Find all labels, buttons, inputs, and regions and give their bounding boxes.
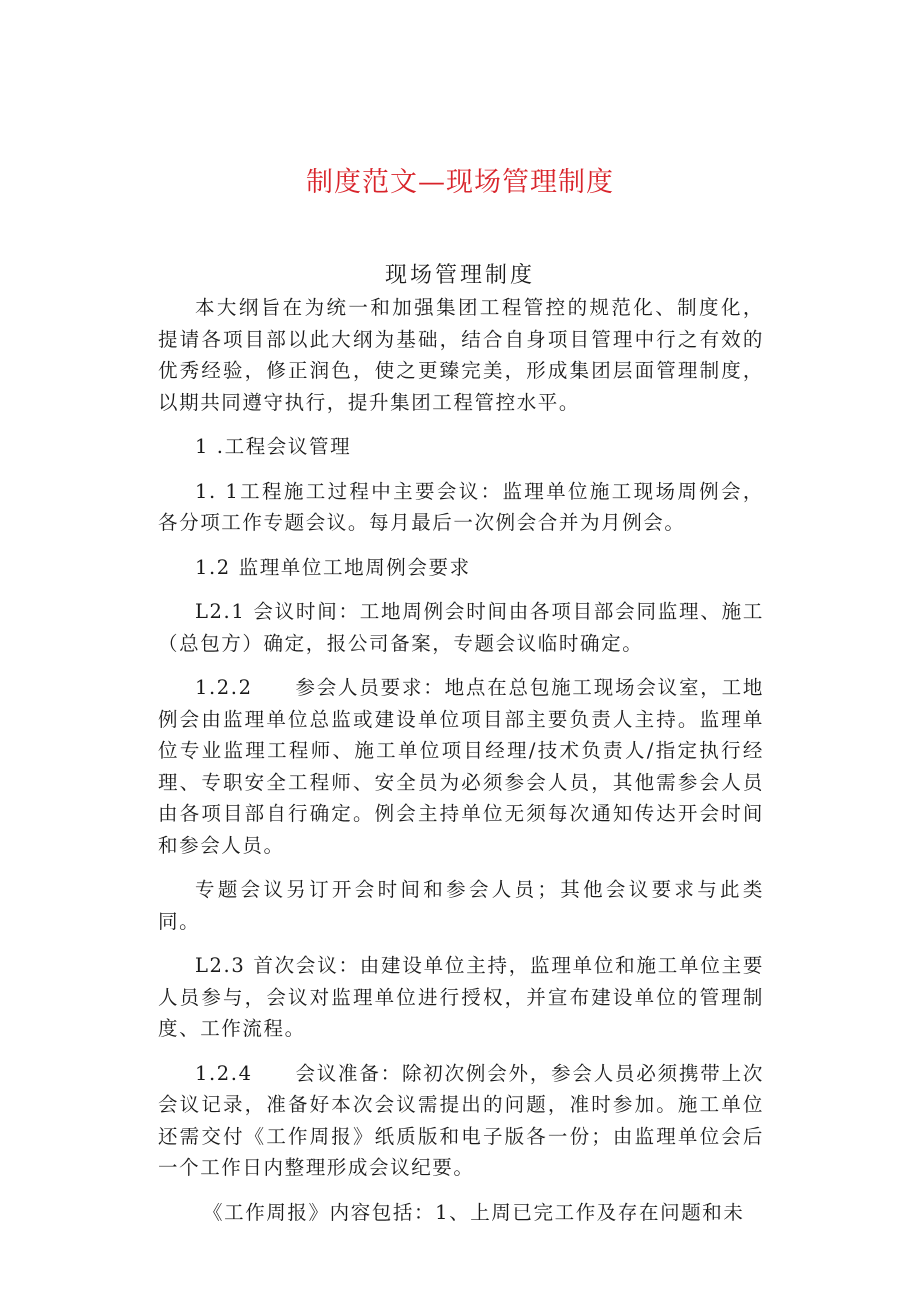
weekly-report-contents: 《工作周报》内容包括：1、上周已完工作及存在问题和未 [203, 1200, 745, 1224]
clause-1-2-1: L2.1 会议时间：工地周例会时间由各项目部会同监理、施工（总包方）确定，报公司备案，专题会议临时确定。 [158, 600, 764, 655]
clause-1-1: 1. 1工程施工过程中主要会议：监理单位施工现场周例会，各分项工作专题会议。每月最后一次例会合并为月例会。 [158, 479, 764, 534]
special-meeting-note: 专题会议另订开会时间和参会人员；其他会议要求与此类同。 [158, 878, 764, 933]
clause-1-2-2: 1.2.2 参会人员要求：地点在总包施工现场会议室，工地例会由监理单位总监或建设单位项目部主要负责人主持。监理单位专业监理工程师、施工单位项目经理/技术负责人/指定执行经理、专职安全工程师、安全员为必须参会人员，其他需参会人员由各项目部自行确定。例会主持单位无须每次通知传达开会时间和参会人员。 [158, 676, 764, 857]
clause-1-2-4: 1.2.4 会议准备：除初次例会外，参会人员必须携带上次会议记录，准备好本次会议需提出的问题，准时参加。施工单位还需交付《工作周报》纸质版和电子版各一份；由监理单位会后一个工作日内整理形成会议纪要。 [158, 1061, 764, 1179]
section-1-heading: 1 .工程会议管理 [195, 435, 352, 458]
clause-1-2-3: L2.3 首次会议：由建设单位主持，监理单位和施工单位主要人员参与，会议对监理单位进行授权，并宣布建设单位的管理制度、工作流程。 [158, 954, 764, 1040]
intro-paragraph: 本大纲旨在为统一和加强集团工程管控的规范化、制度化，提请各项目部以此大纲为基础，结合自身项目管理中行之有效的优秀经验，修正润色，使之更臻完美，形成集团层面管理制度，以期共同遵守执行，提升集团工程管控水平。 [158, 296, 764, 414]
document-body [158, 292, 764, 1241]
clause-1-2-heading: 1.2 监理单位工地周例会要求 [195, 555, 471, 579]
section-heading: 现场管理制度 [384, 263, 535, 288]
document-title: 制度范文—现场管理制度 [306, 167, 614, 198]
